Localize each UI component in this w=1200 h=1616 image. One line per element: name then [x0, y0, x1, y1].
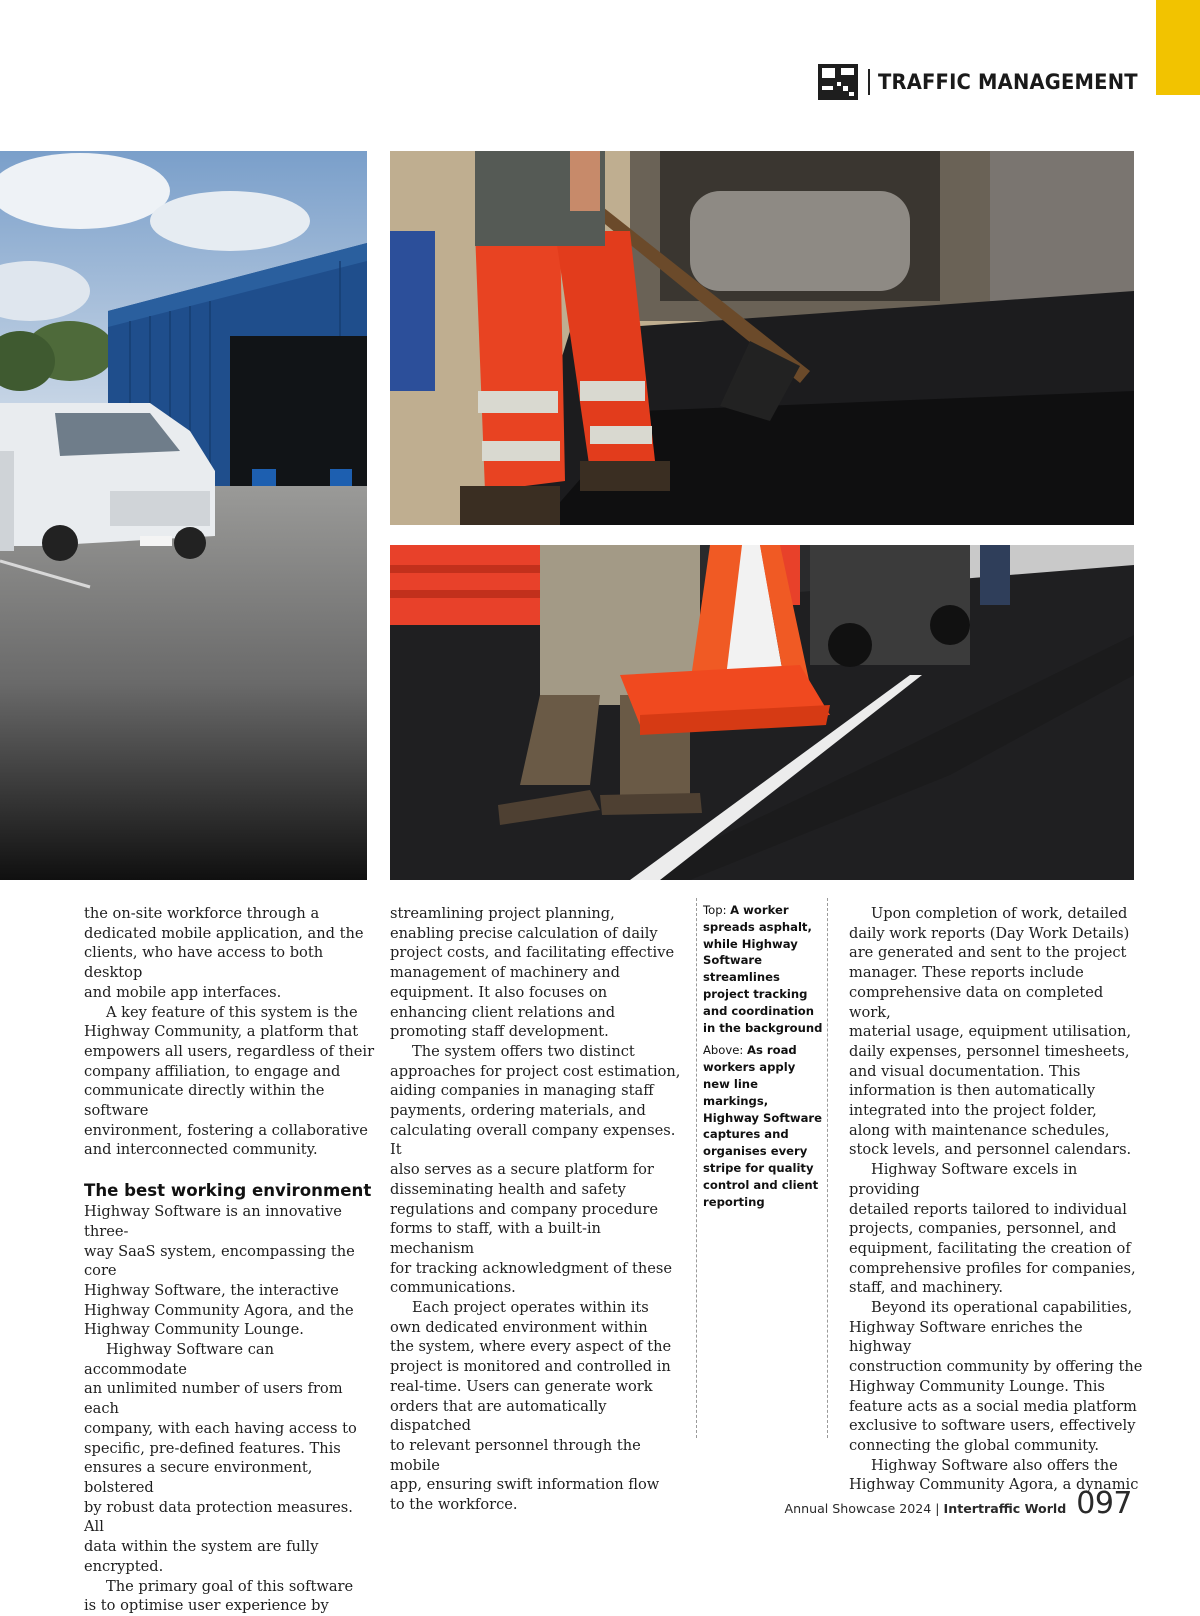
footer-divider: |	[935, 1501, 940, 1516]
paragraph: The primary goal of this software is to optimise user experience by	[84, 1577, 354, 1615]
caption-column	[696, 898, 828, 1438]
section-color-tab	[1156, 0, 1200, 95]
paragraph: streamlining project planning, enabling precise calculation of daily project costs, and facilitating effective management of machinery and equipment. It also focuses on enhancing client relations and promoting staff development.	[390, 905, 675, 1041]
paragraph: Highway Software is an innovative three- way SaaS system, encompassing the core Highway Software, the interactive Highway Community Agora, and the Highway Community Lounge.	[84, 1203, 355, 1339]
page-number: 097	[1076, 1486, 1132, 1521]
text-column-4	[849, 904, 1149, 1495]
caption-text: As road workers apply new line markings, Highway Software captures and organises every stripe for quality control and client reporting	[703, 1043, 823, 1209]
paragraph: The system offers two distinct approaches for project cost estimation, aiding companies in managing staff payments, ordering materials, and calculating overall company expenses. It also serves as a secure platform for disseminating health and safety regulations and company procedure forms to staff, with a built-in mechanism for tracking acknowledgment of these communications.	[390, 1042, 681, 1297]
section-header	[818, 64, 1157, 100]
caption-label: Above:	[703, 1043, 744, 1058]
paragraph: Each project operates within its own dedicated environment within the system, where every aspect of the project is monitored and controlled in real-time. Users can generate work orders that are automatically dispatched to relevant personnel through the mobile app, ensuring swift information flow to the workforce.	[390, 1299, 672, 1514]
paragraph: Highway Software also offers the Highway Community Agora, a dynamic	[849, 1456, 1139, 1494]
marking-photo	[390, 545, 1134, 880]
warehouse-photo	[0, 151, 367, 880]
caption-label: Top:	[703, 903, 727, 917]
asphalt-photo	[390, 151, 1134, 525]
subheading: The best working environment	[84, 1181, 372, 1201]
magazine-name: Intertraffic World	[943, 1501, 1067, 1516]
paragraph: Highway Software can accommodate an unlimited number of users from each company, with each having access to specific, pre-defined features. This ensures a secure environment, bolstered by robust data protection measures. All data within the system are fully encrypted.	[84, 1341, 357, 1575]
paragraph: Highway Software excels in providing detailed reports tailored to individual projects, companies, personnel, and equipment, facilitating the creation of comprehensive profiles for companies, staff, and machinery.	[849, 1161, 1136, 1297]
traffic-management-section-icon	[818, 64, 858, 100]
text-column-1	[84, 904, 376, 1616]
publication-name: Annual Showcase 2024	[784, 1501, 932, 1516]
paragraph: Upon completion of work, detailed daily work reports (Day Work Details) are generated and sent to the project manager. These reports include comprehensive data on completed work, material usage, equipment utilisation, daily expenses, personnel timesheets, and visual documentation. This information is then automatically integrated into the project folder, along with maintenance schedules, stock levels, and personnel calendars.	[849, 905, 1132, 1159]
header-separator	[868, 69, 870, 95]
paragraph: A key feature of this system is the Highway Community, a platform that empowers all users, regardless of their company affiliation, to engage and communicate directly within the software environment, fostering a collaborative and interconnected community.	[84, 1003, 375, 1159]
caption-text: A worker spreads asphalt, while Highway Software streamlines project tracking and coordination in the background	[703, 903, 823, 1035]
paragraph: Beyond its operational capabilities, Highway Software enriches the highway construction community by offering the Highway Community Lounge. This feature acts as a social media platform exclusive to software users, effectively connecting the global community.	[849, 1299, 1143, 1454]
text-column-2	[390, 904, 686, 1515]
page-footer	[785, 1486, 1132, 1521]
paragraph: the on-site workforce through a dedicated mobile application, and the clients, who have access to both desktop and mobile app interfaces.	[84, 905, 364, 1001]
caption-top	[703, 902, 823, 1036]
caption-above	[703, 1042, 823, 1210]
section-title: TRAFFIC MANAGEMENT	[878, 70, 1138, 94]
